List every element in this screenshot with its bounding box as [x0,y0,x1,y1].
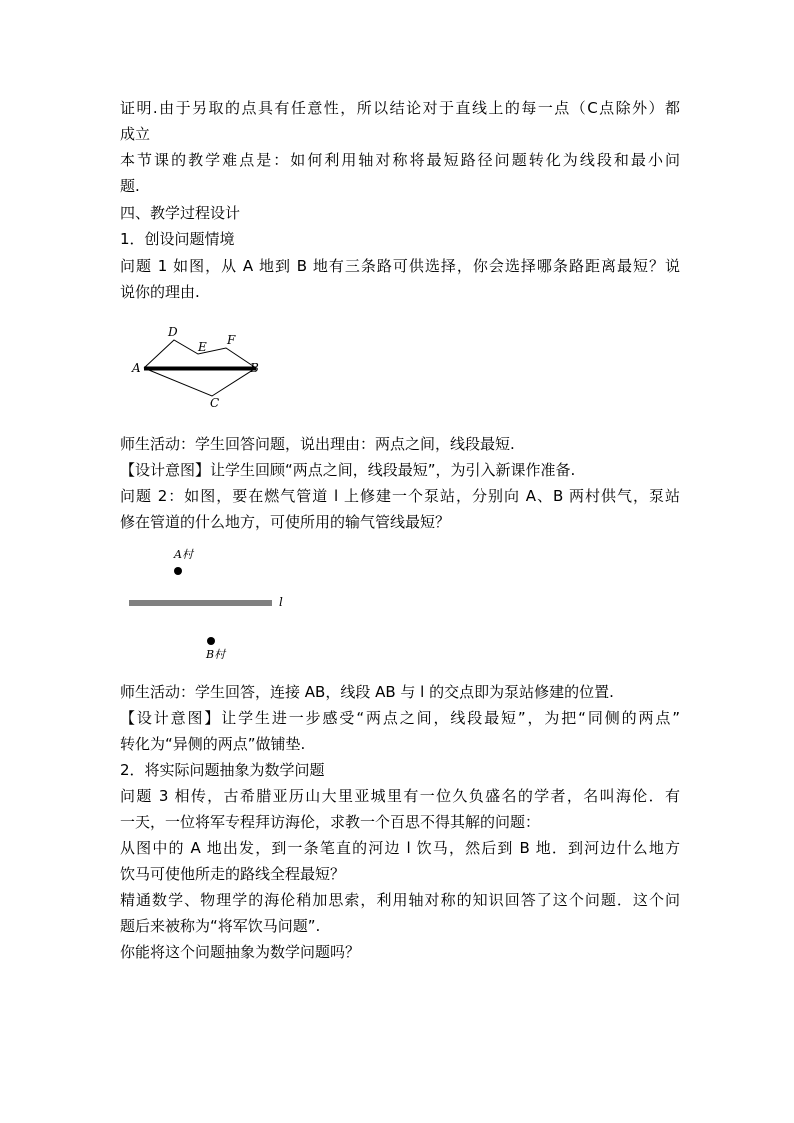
label-c: C [210,396,220,410]
question3-line7: 你能将这个问题抽象为数学问题吗？ [120,943,361,961]
label-d: D [168,325,178,339]
paragraph-difficulty-line2: 题. [120,177,140,195]
design-intent1: 【设计意图】让学生回顾“两点之间，线段最短”，为引入新课作准备. [120,461,576,479]
label-f: F [227,333,236,347]
question3-line2: 一天，一位将军专程拜访海伦，求教一个百思不得其解的问题： [120,813,541,831]
question3-line3: 从图中的 A 地出发，到一条笔直的河边 l 饮马，然后到 B 地．到河边什么地方 [120,839,680,857]
figure-routes [126,318,276,418]
question1-line2: 说你的理由. [120,283,200,301]
figure-pipeline [124,540,304,670]
answer1: 师生活动：学生回答问题，说出理由：两点之间，线段最短. [120,435,515,453]
route-lower [144,368,256,396]
question3-line1: 问题 3 相传，古希腊亚历山大里亚城里有一位久负盛名的学者，名叫海伦．有 [120,787,680,805]
paragraph-proof-line2: 成立 [120,125,151,143]
question1-line1: 问题 1 如图，从 A 地到 B 地有三条路可供选择，你会选择哪条路距离最短？说 [120,257,680,275]
question3-line6: 题后来被称为“将军饮马问题”. [120,917,321,935]
label-b: B [250,361,259,375]
design-intent2-line2: 转化为“异侧的两点”做铺垫. [120,735,306,753]
section-heading-4: 四、教学过程设计 [120,204,241,222]
subheading-1: 1．创设问题情境 [120,230,235,248]
village-b-point [207,637,215,645]
design-intent2-line1: 【设计意图】让学生进一步感受“两点之间，线段最短”，为把“同侧的两点” [120,709,680,727]
subheading-2: 2．将实际问题抽象为数学问题 [120,761,325,779]
paragraph-difficulty-line1: 本节课的教学难点是：如何利用轴对称将最短路径问题转化为线段和最小问 [120,151,680,169]
question3-line5: 精通数学、物理学的海伦稍加思索，利用轴对称的知识回答了这个问题．这个问 [120,891,680,909]
label-e: E [198,340,207,354]
question2-line2: 修在管道的什么地方，可使所用的输气管线最短？ [120,513,451,531]
paragraph-proof-line1: 证明.由于另取的点具有任意性，所以结论对于直线上的每一点（C点除外）都 [120,99,680,117]
question2-line1: 问题 2：如图，要在燃气管道 l 上修建一个泵站，分别向 A、B 两村供气，泵站 [120,487,680,505]
label-village-b: B村 [206,648,226,661]
village-a-point [174,567,182,575]
label-pipeline-l: l [279,595,283,609]
label-village-a: A村 [174,548,193,561]
answer2: 师生活动：学生回答，连接 AB，线段 AB 与 l 的交点即为泵站修建的位置. [120,683,614,701]
question3-line4: 饮马可使他所走的路线全程最短？ [120,865,346,883]
label-a: A [132,361,141,375]
